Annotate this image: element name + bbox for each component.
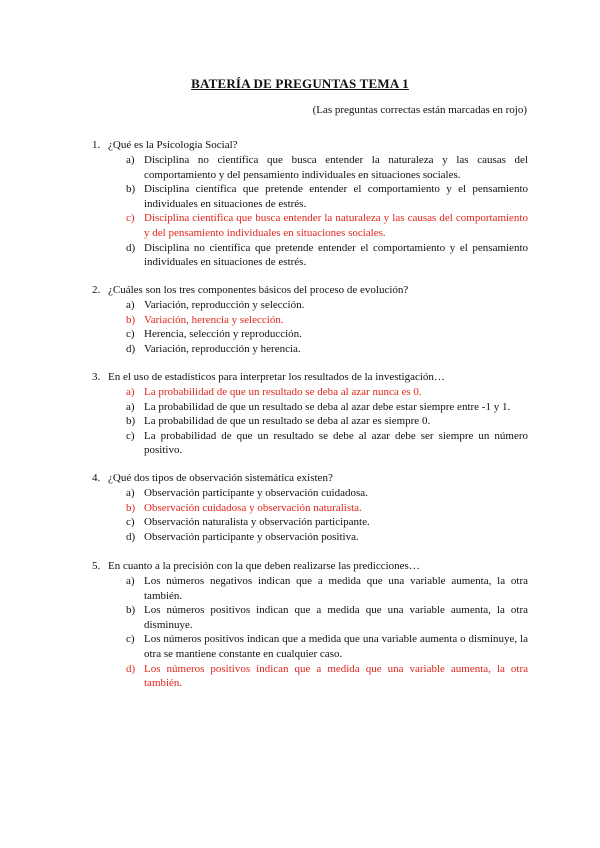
- option-letter: d): [126, 662, 136, 675]
- option-letter: a): [126, 299, 135, 311]
- option-letter: a): [126, 487, 135, 499]
- question-number: 1.: [92, 139, 101, 151]
- option-text: La probabilidad de que un resultado se deba al azar debe estar siempre entre -1 y 1.: [144, 400, 511, 413]
- option-text: La probabilidad de que un resultado se deba al azar nunca es 0.: [144, 386, 422, 398]
- option-letter: d): [126, 241, 136, 254]
- option-text: Observación naturalista y observación participante.: [144, 516, 370, 529]
- option-text: Observación cuidadosa y observación naturalista.: [144, 501, 362, 514]
- option: [92, 327, 528, 342]
- option-text: Herencia, selección y reproducción.: [144, 328, 302, 341]
- option: [92, 342, 528, 357]
- option: [92, 574, 528, 603]
- option: [92, 385, 528, 400]
- option-letter: a): [126, 575, 135, 587]
- question-3: [92, 370, 528, 458]
- option: [92, 414, 528, 429]
- option-letter: c): [126, 429, 135, 442]
- question-text: ¿Qué dos tipos de observación sistemática existen?: [108, 472, 333, 484]
- option: [92, 211, 528, 240]
- question-2: [92, 283, 528, 356]
- question-number: 2.: [92, 284, 101, 296]
- option: [92, 501, 528, 516]
- option: [92, 313, 528, 328]
- option-letter: c): [126, 516, 135, 529]
- question-number: 3.: [92, 371, 101, 383]
- question-number: 4.: [92, 472, 101, 484]
- option-text: Observación participante y observación positiva.: [144, 530, 359, 543]
- option-text: Disciplina científica que busca entender la naturaleza y las causas del comportamiento y del pensamiento individuales en situaciones sociales.: [144, 212, 528, 239]
- question-text: En el uso de estadísticos para interpretar los resultados de la investigación…: [108, 371, 445, 383]
- option: [92, 632, 528, 661]
- option-letter: c): [126, 633, 135, 646]
- question-1: [92, 138, 528, 270]
- option-letter: a): [126, 154, 135, 166]
- option-letter: b): [126, 415, 136, 428]
- option-letter: c): [126, 212, 135, 225]
- question-text: ¿Cuáles son los tres componentes básicos del proceso de evolución?: [108, 284, 409, 296]
- option: [92, 515, 528, 530]
- option: [92, 182, 528, 211]
- question-5: [92, 559, 528, 691]
- option-text: Variación, reproducción y herencia.: [144, 342, 301, 355]
- option-letter: d): [126, 342, 136, 355]
- option-letter: a): [126, 386, 135, 398]
- legend-note: (Las preguntas correctas están marcadas en rojo): [312, 104, 527, 116]
- option-letter: a): [126, 400, 135, 413]
- option-letter: b): [126, 183, 136, 196]
- option: [92, 241, 528, 270]
- option-text: Variación, reproducción y selección.: [144, 299, 305, 311]
- option-text: Los números positivos indican que a medida que una variable aumenta o disminuye, la otra se mantiene constante en cualquier caso.: [144, 633, 528, 660]
- option-letter: b): [126, 313, 136, 326]
- option-letter: b): [126, 501, 136, 514]
- option: [92, 298, 528, 313]
- question-text: ¿Qué es la Psicología Social?: [108, 139, 238, 151]
- option: [92, 486, 528, 501]
- question-number: 5.: [92, 560, 101, 572]
- option-text: Los números positivos indican que a medida que una variable aumenta, la otra disminuye.: [144, 604, 528, 631]
- option: [92, 153, 528, 182]
- option-text: Disciplina no científica que pretende entender el comportamiento y el pensamiento individuales en situaciones de estrés.: [144, 241, 528, 269]
- option-text: Los números positivos indican que a medida que una variable aumenta, la otra también.: [144, 662, 528, 690]
- option: [92, 400, 528, 415]
- option-text: Variación, herencia y selección.: [144, 313, 284, 326]
- question-4: [92, 471, 528, 544]
- option-text: Observación participante y observación cuidadosa.: [144, 487, 368, 499]
- option-text: La probabilidad de que un resultado se deba al azar es siempre 0.: [144, 415, 431, 428]
- option-letter: b): [126, 604, 136, 617]
- option: [92, 429, 528, 458]
- option-letter: c): [126, 328, 135, 341]
- option: [92, 662, 528, 691]
- option-text: Disciplina no científica que busca entender la naturaleza y las causas del comportamiento y del pensamiento individuales en situaciones sociales.: [144, 154, 528, 181]
- option-letter: d): [126, 530, 136, 543]
- option-text: Los números negativos indican que a medida que una variable aumenta, la otra también.: [144, 575, 528, 602]
- option: [92, 603, 528, 632]
- option-text: Disciplina científica que pretende entender el comportamiento y el pensamiento individuales en situaciones de estrés.: [144, 183, 528, 210]
- question-text: En cuanto a la precisión con la que deben realizarse las predicciones…: [108, 560, 420, 572]
- option-text: La probabilidad de que un resultado se debe al azar debe ser siempre un número positivo.: [144, 429, 528, 457]
- option: [92, 530, 528, 545]
- page-title: BATERÍA DE PREGUNTAS TEMA 1: [191, 76, 409, 91]
